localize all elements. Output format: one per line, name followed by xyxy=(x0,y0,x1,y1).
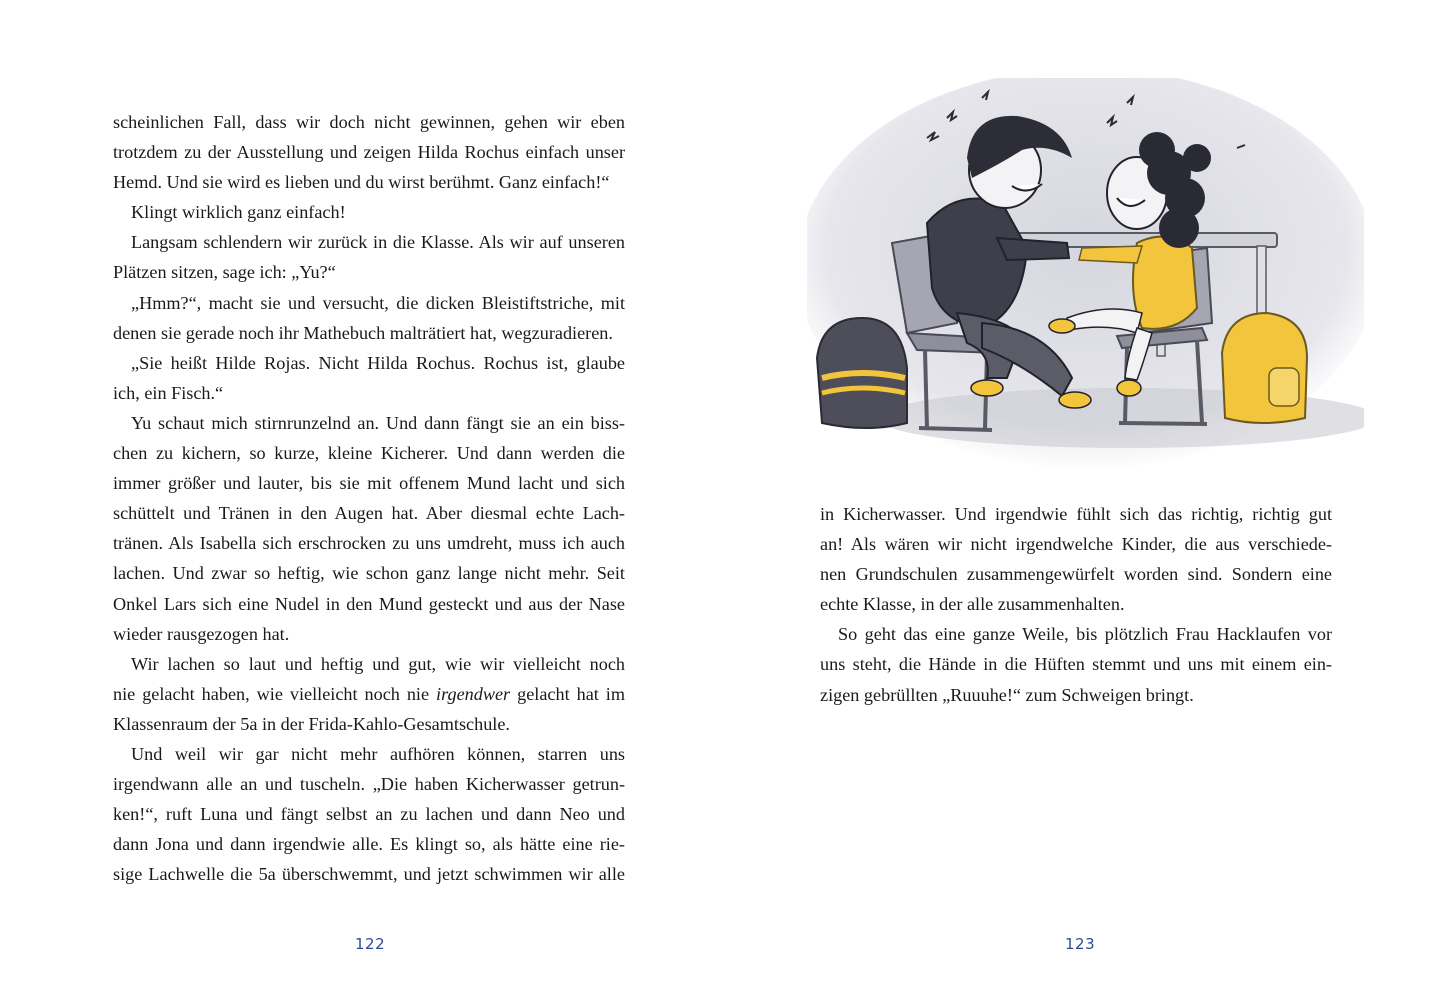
text-line: chen zu kichern, so kurze, kleine Kicherer. Und dann werden die xyxy=(113,443,625,464)
text-line: denen sie gerade noch ihr Mathebuch malträtiert hat, wegzuradieren. xyxy=(113,322,613,343)
text-line: uns steht, die Hände in die Hüften stemmt und uns mit einem ein- xyxy=(820,654,1332,675)
text-line: tränen. Als Isabella sich erschrocken zu uns umdreht, muss ich auch xyxy=(113,533,625,554)
text-line: sige Lachwelle die 5a überschwemmt, und jetzt schwimmen wir alle xyxy=(113,864,625,885)
right-page xyxy=(722,0,1445,1000)
text-line: echte Klasse, in der alle zusammenhalten. xyxy=(820,594,1125,615)
text-line: dann Jona und dann irgendwie alle. Es klingt so, als hätte eine rie- xyxy=(113,834,625,855)
page-number-left: 122 xyxy=(355,935,386,953)
text-line: wieder rausgezogen hat. xyxy=(113,623,290,644)
text-line: Yu schaut mich stirnrunzelnd an. Und dann fängt sie an ein biss- xyxy=(131,412,625,433)
illustration-laughing-girls xyxy=(807,78,1364,471)
text-line: Hemd. Und sie wird es lieben und du wirst berühmt. Ganz einfach!“ xyxy=(113,172,610,193)
text-segment: nie gelacht haben, wie vielleicht noch nie xyxy=(113,683,430,704)
text-line: in Kicherwasser. Und irgendwie fühlt sich das richtig, richtig gut xyxy=(820,504,1332,524)
text-line: Klassenraum der 5a in der Frida-Kahlo-Gesamtschule. xyxy=(113,713,510,734)
text-line: ich, ein Fisch.“ xyxy=(113,382,224,403)
page-number-right: 123 xyxy=(1065,935,1096,953)
text-segment: gelacht hat im xyxy=(517,683,626,704)
text-line: Und weil wir gar nicht mehr aufhören können, starren uns xyxy=(131,743,625,764)
text-line: lachen. Und zwar so heftig, wie schon ganz lange nicht mehr. Seit xyxy=(113,563,625,584)
left-page-text xyxy=(113,107,625,889)
text-line: irgendwann alle an und tuscheln. „Die haben Kicherwasser getrun- xyxy=(113,774,625,795)
text-line: „Sie heißt Hilde Rojas. Nicht Hilda Rochus. Rochus ist, glaube xyxy=(131,352,625,373)
text-line: Langsam schlendern wir zurück in die Klasse. Als wir auf unseren xyxy=(131,232,625,253)
text-line: zigen gebrüllten „Ruuuhe!“ zum Schweigen bringt. xyxy=(820,684,1194,705)
text-line: „Hmm?“, macht sie und versucht, die dicken Bleistiftstriche, mit xyxy=(131,292,625,313)
text-line: immer größer und lauter, bis sie mit offenem Mund lacht und sich xyxy=(113,473,625,494)
left-page xyxy=(0,0,722,1000)
text-line: scheinlichen Fall, dass wir doch nicht gewinnen, gehen wir eben xyxy=(113,112,625,132)
text-line: schüttelt und Tränen in den Augen hat. Aber diesmal echte Lach- xyxy=(113,503,625,524)
text-line-mixed xyxy=(113,679,625,709)
text-line: Wir lachen so laut und heftig und gut, wie wir vielleicht noch xyxy=(131,653,625,674)
right-page-text xyxy=(820,499,1332,710)
text-line: Onkel Lars sich eine Nudel in den Mund gesteckt und aus der Nase xyxy=(113,593,625,614)
text-emphasis: irgendwer xyxy=(436,683,511,704)
text-line: trotzdem zu der Ausstellung und zeigen Hilda Rochus einfach unser xyxy=(113,142,625,163)
text-line: ken!“, ruft Luna und fängt selbst an zu lachen und dann Neo und xyxy=(113,804,625,825)
text-line: nen Grundschulen zusammengewürfelt worden sind. Sondern eine xyxy=(820,564,1332,585)
text-line: Plätzen sitzen, sage ich: „Yu?“ xyxy=(113,262,336,283)
text-line: Klingt wirklich ganz einfach! xyxy=(131,202,346,223)
text-line: So geht das eine ganze Weile, bis plötzlich Frau Hacklaufen vor xyxy=(838,624,1332,645)
text-line: an! Als wären wir nicht irgendwelche Kinder, die aus verschiede- xyxy=(820,534,1332,555)
